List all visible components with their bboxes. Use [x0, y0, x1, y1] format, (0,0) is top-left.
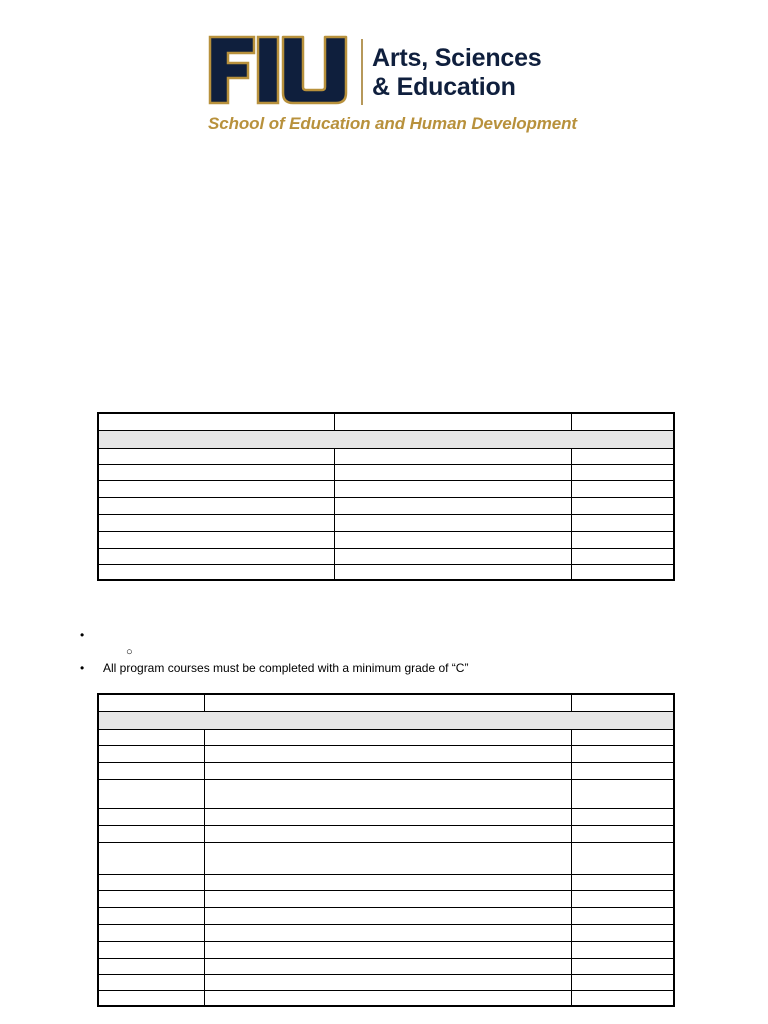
table-cell	[571, 464, 674, 480]
table-cell	[204, 924, 571, 941]
table-header-row	[98, 413, 674, 430]
sub-bullet-icon: ○	[126, 646, 133, 658]
table-section-label	[98, 711, 674, 729]
table-section-label	[98, 430, 674, 448]
table-cell	[98, 779, 204, 808]
table-cell	[571, 497, 674, 514]
table-cell	[98, 514, 334, 531]
table-row	[98, 497, 674, 514]
logo-divider	[361, 39, 363, 105]
table-cell	[571, 480, 674, 497]
table-cell	[98, 874, 204, 890]
table-row	[98, 448, 674, 464]
table-cell	[571, 808, 674, 825]
table-row	[98, 548, 674, 564]
table-cell	[204, 974, 571, 990]
table-row	[98, 464, 674, 480]
table-row	[98, 514, 674, 531]
table-cell	[204, 745, 571, 762]
table-row	[98, 890, 674, 907]
table-cell	[571, 745, 674, 762]
table-header-row	[98, 694, 674, 711]
table-cell	[571, 990, 674, 1006]
college-logo	[208, 35, 577, 135]
table-cell	[571, 890, 674, 907]
table-cell	[571, 531, 674, 548]
table-cell	[98, 480, 334, 497]
table-cell	[98, 531, 334, 548]
table-cell	[204, 779, 571, 808]
table-section-row	[98, 711, 674, 729]
table-row	[98, 907, 674, 924]
table-cell	[571, 958, 674, 974]
table-cell	[571, 762, 674, 779]
table-cell	[334, 464, 571, 480]
table-cell	[571, 548, 674, 564]
table-cell	[571, 825, 674, 842]
table-cell	[571, 779, 674, 808]
table-cell	[571, 924, 674, 941]
table-header-cell	[98, 413, 334, 430]
table-cell	[334, 497, 571, 514]
table-row	[98, 762, 674, 779]
bullet-icon: •	[80, 628, 85, 642]
table-cell	[98, 448, 334, 464]
table-cell	[98, 941, 204, 958]
table-cell	[98, 958, 204, 974]
table-cell	[571, 842, 674, 874]
table-cell	[204, 890, 571, 907]
table-row	[98, 842, 674, 874]
table-row	[98, 729, 674, 745]
note-item: All program courses must be completed with a minimum grade of “C”	[103, 661, 469, 675]
table-cell	[204, 907, 571, 924]
table-cell	[204, 874, 571, 890]
table-section-row	[98, 430, 674, 448]
table-header-cell	[334, 413, 571, 430]
table-cell	[334, 480, 571, 497]
course-table-1	[97, 412, 675, 581]
college-name-line-2: & Education	[372, 73, 516, 101]
table-cell	[98, 464, 334, 480]
table-cell	[98, 924, 204, 941]
school-name: School of Education and Human Development	[208, 114, 577, 133]
college-name-line-1: Arts, Sciences	[372, 44, 542, 72]
table-cell	[98, 990, 204, 1006]
table-cell	[98, 825, 204, 842]
table-cell	[571, 974, 674, 990]
table-row	[98, 941, 674, 958]
table-row	[98, 958, 674, 974]
table-cell	[571, 729, 674, 745]
table-row	[98, 531, 674, 548]
table-cell	[204, 941, 571, 958]
table-cell	[571, 874, 674, 890]
table-cell	[98, 762, 204, 779]
table-cell	[334, 448, 571, 464]
table-cell	[204, 958, 571, 974]
table-cell	[204, 990, 571, 1006]
table-row	[98, 990, 674, 1006]
table-cell	[204, 825, 571, 842]
bullet-icon: •	[80, 661, 85, 675]
table-header-cell	[204, 694, 571, 711]
table-cell	[98, 907, 204, 924]
table-cell	[334, 548, 571, 564]
table-cell	[571, 514, 674, 531]
table-row	[98, 825, 674, 842]
table-header-cell	[571, 413, 674, 430]
table-cell	[98, 548, 334, 564]
table-row	[98, 745, 674, 762]
table-cell	[204, 729, 571, 745]
table-cell	[334, 531, 571, 548]
table-cell	[98, 729, 204, 745]
table-header-cell	[98, 694, 204, 711]
table-cell	[98, 564, 334, 580]
table-row	[98, 564, 674, 580]
table-cell	[98, 745, 204, 762]
table-cell	[98, 842, 204, 874]
table-cell	[334, 564, 571, 580]
table-cell	[204, 842, 571, 874]
fiu-logo-mark	[208, 35, 350, 105]
table-cell	[571, 907, 674, 924]
table-cell	[98, 808, 204, 825]
table-row	[98, 808, 674, 825]
table-cell	[98, 974, 204, 990]
table-row	[98, 779, 674, 808]
table-cell	[204, 808, 571, 825]
table-cell	[571, 448, 674, 464]
course-table-2	[97, 693, 675, 1007]
table-cell	[571, 941, 674, 958]
table-cell	[204, 762, 571, 779]
table-cell	[571, 564, 674, 580]
table-header-cell	[571, 694, 674, 711]
table-cell	[98, 890, 204, 907]
table-cell	[334, 514, 571, 531]
table-row	[98, 974, 674, 990]
table-row	[98, 874, 674, 890]
table-row	[98, 480, 674, 497]
table-cell	[98, 497, 334, 514]
table-row	[98, 924, 674, 941]
